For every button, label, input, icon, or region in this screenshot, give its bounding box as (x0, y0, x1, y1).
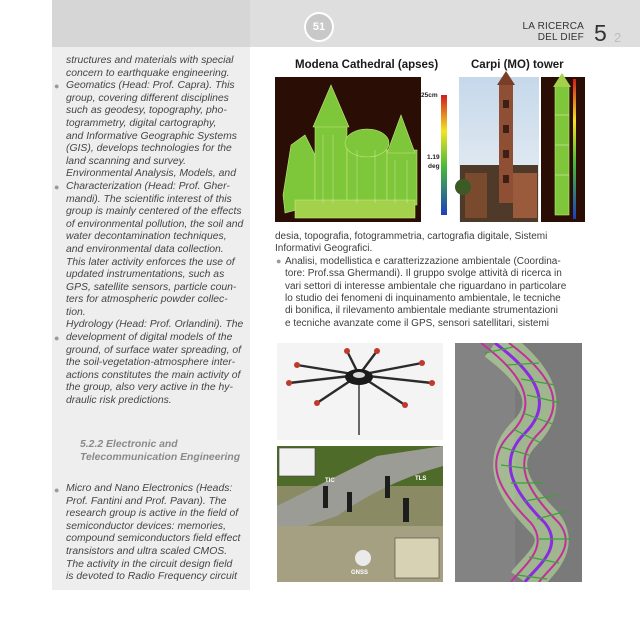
text-line: desia, topografia, fotogrammetria, cartografia digitale, Sistemi (275, 231, 548, 242)
text-line: tore: Prof.ssa Ghermandi). Il gruppo svolge attività di ricerca in (285, 268, 562, 280)
text-line: and Informative Geographic Systems (66, 130, 237, 142)
text-line: transistors and ultra scaled CMOS. (66, 545, 228, 557)
text-line: Geomatics (Head: Prof. Capra). This (66, 80, 235, 92)
text-line: Micro and Nano Electronics (Heads: (66, 483, 233, 494)
text-line: research group is active in the field of (66, 508, 239, 520)
page-number-badge: 51 (304, 12, 334, 42)
right-column-text (275, 231, 585, 330)
left-column-text-2 (66, 483, 248, 584)
text-line: of environmental pollution, the soil and (66, 218, 244, 230)
running-title-line1: LA RICERCA (522, 21, 584, 32)
text-line: such as geodesy, topography, pho- (66, 105, 227, 117)
text-line: Environmental Analysis, Models, and (66, 168, 236, 180)
text-line: and environmental data collection. (66, 243, 224, 255)
figure-river-model (455, 343, 582, 582)
tag-tls: TLS (415, 476, 427, 482)
text-line: e tecniche avanzate come il GPS, sensori satellitari, sistemi (285, 317, 549, 329)
deg-unit: deg (428, 163, 440, 170)
figure-label-cathedral: Modena Cathedral (apses) (295, 59, 439, 71)
survey-graphic (277, 446, 443, 582)
left-column-text (66, 55, 248, 408)
text-line: group, covering different disciplines (66, 92, 229, 104)
text-line: the soil-vegetation-atmosphere inter- (66, 357, 236, 369)
bullet-icon: ● (54, 81, 60, 91)
text-line: tion. (66, 306, 86, 318)
text-line: water decontamination techniques, (66, 231, 227, 243)
bullet-icon: ● (54, 333, 60, 343)
scale-label: 25cm (421, 92, 438, 99)
text-line: Analisi, modellistica e caratterizzazione ambientale (Coordina- (285, 255, 561, 267)
text-line: semiconductor devices: memories, (66, 520, 226, 532)
text-line: group is mainly centered of the effects (66, 206, 242, 218)
text-line: The activity in the circuit design field (66, 558, 233, 570)
bullet-icon: ● (276, 256, 282, 266)
chapter-sub-number: 2 (614, 30, 622, 45)
text-line: the group, also very active in the hy- (66, 382, 233, 394)
text-line: Prof. Fantini and Prof. Pavan). The (66, 495, 227, 507)
text-line: ters for atmospheric powder collec- (66, 294, 228, 306)
text-line: Informativi Geografici. (275, 243, 373, 255)
running-title (523, 21, 584, 43)
running-title-line2: DEL DIEF (537, 32, 584, 43)
tag-tlc: TIC (325, 478, 335, 484)
section-heading-line2: Telecommunication Engineering (80, 452, 241, 463)
text-line: compound semiconductors field effect (66, 533, 241, 545)
text-line: lo studio dei fenomeni di inquinamento ambientale, le tecniche (285, 292, 561, 304)
text-line: land scanning and survey. (66, 155, 186, 167)
text-line: mandi). The scientific interest of this (66, 193, 232, 205)
text-line: actions constitutes the main activity of (66, 369, 241, 381)
tag-gnss: GNSS (351, 570, 369, 576)
cathedral-tower-graphic (275, 55, 585, 225)
text-line: This later activity enforces the use of (66, 256, 235, 268)
text-line: ground, of surface water spreading, of (66, 344, 242, 356)
chapter-number: 5 (594, 20, 607, 46)
figure-cathedral-tower (275, 55, 585, 225)
text-line: GPS, satellite sensors, particle coun- (66, 281, 237, 293)
text-line: is devoted to Radio Frequency circuit (66, 571, 237, 583)
text-line: togrammetry, digital cartography, (66, 117, 217, 129)
header-band-left (52, 0, 250, 47)
text-line: updated instrumentations, such as (66, 269, 225, 281)
section-heading (80, 438, 240, 464)
river-model-graphic (455, 343, 582, 582)
figure-label-tower: Carpi (MO) tower (471, 59, 564, 71)
drone-graphic (277, 343, 443, 440)
bullet-icon: ● (54, 485, 60, 495)
text-line: concern to earthquake engineering. (66, 67, 230, 79)
text-line: vari settori di interesse ambientale che riguardano in particolare (285, 280, 567, 292)
text-line: di bonifica, il rilevamento ambientale mediante strumentazioni (285, 305, 558, 317)
text-line: development of digital models of the (66, 332, 233, 344)
bullet-icon: ● (54, 182, 60, 192)
section-heading-line1: 5.2.2 Electronic and (80, 439, 178, 450)
text-line: (GIS), develops technologies for the (66, 143, 232, 155)
text-line: draulic risk predictions. (66, 395, 172, 407)
text-line: structures and materials with special (66, 55, 234, 66)
figure-drone (277, 343, 443, 440)
figure-survey (277, 446, 443, 582)
text-line: Hydrology (Head: Prof. Orlandini). The (66, 319, 244, 331)
deg-label: 1.19 (427, 154, 440, 161)
text-line: Characterization (Head: Prof. Gher- (66, 180, 230, 192)
